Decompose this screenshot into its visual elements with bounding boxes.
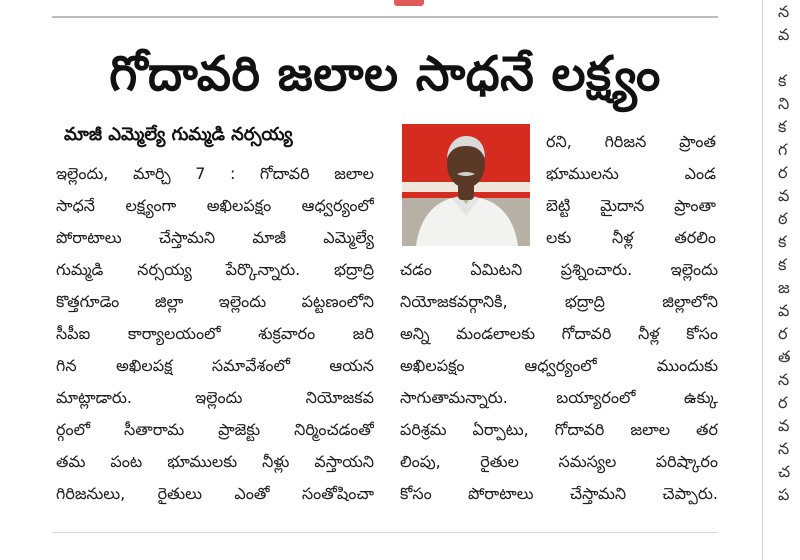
article-line: నియోజకవర్గానికి, భద్రాద్రి జిల్లాలోని <box>400 292 718 311</box>
article-line: గిన అఖిలపక్ష సమావేశంలో ఆయన <box>56 356 374 375</box>
top-accent-mark <box>394 0 424 6</box>
article-line: గిరిజనులు, రైతులు ఎంతో సంతోషించా <box>56 484 374 503</box>
article-line: గుమ్మడి నర్సయ్య పేర్కొన్నారు. భద్రాద్రి <box>56 260 374 279</box>
byline: మాజీ ఎమ్మెల్యే గుమ్మడి నర్సయ్య <box>64 124 293 145</box>
article-left-column <box>56 158 374 510</box>
article-line: తమ పంట భూములకు నీళ్లు వస్తాయని <box>56 452 374 471</box>
article-line: సీపీఐ కార్యాలయంలో శుక్రవారం జరి <box>56 324 374 343</box>
headline: గోదావరి జలాల సాధనే లక్ష్యం <box>109 46 661 102</box>
article-line: కొత్తగూడెం జిల్లా ఇల్లెందు పట్టణంలోని <box>56 292 374 311</box>
top-rule <box>52 16 718 18</box>
column-divider <box>762 0 763 560</box>
article-right-column-top <box>546 126 716 254</box>
article-line: అన్ని మండలాలకు గోదావరి నీళ్ల కోసం <box>400 324 718 343</box>
article-line: పోరాటాలు చేస్తామని మాజీ ఎమ్మెల్యే <box>56 228 374 247</box>
article-line: కోసం పోరాటాలు చేస్తామని చెప్పారు. <box>400 484 718 503</box>
article-line: ఇల్లెందు, మార్చి 7 : గోదావరి జలాల <box>56 164 374 183</box>
article-line: అఖిలపక్షం ఆధ్వర్యంలో ముందుకు <box>400 356 718 375</box>
bottom-rule <box>52 532 718 533</box>
article-line: మాట్లాడారు. ఇల్లెందు నియోజకవ <box>56 388 374 407</box>
article-line: భూములను ఎండ <box>546 164 716 183</box>
article-line: లింపు, రైతుల సమస్యల పరిష్కారం <box>400 452 718 471</box>
portrait-photo <box>402 124 530 246</box>
article-right-column-bottom <box>400 254 718 510</box>
article-line: రని, గిరిజన ప్రాంత <box>546 132 716 151</box>
article-line: పరిశ్రమ ఏర్పాటు, గోదావరి జలాల తర <box>400 420 718 439</box>
article-line: చడం ఏమిటని ప్రశ్నించారు. ఇల్లెందు <box>400 260 718 279</box>
neighbor-column-fragment: న వ క ని క గ ర వ ఠ క క జ వ ర త న ర వ న చ ప <box>778 2 791 504</box>
article-line: సాధనే లక్ష్యంగా అఖిలపక్షం ఆధ్వర్యంలో <box>56 196 374 215</box>
article-line: ర్గంలో సీతారామ ప్రాజెక్టు నిర్మించడంతో <box>56 420 374 439</box>
article-line: లకు నీళ్ల తరలిం <box>546 228 716 247</box>
article-line: సాగుతామన్నారు. బయ్యారంలో ఉక్కు <box>400 388 718 407</box>
article-line: బెట్టి మైదాన ప్రాంతా <box>546 196 716 215</box>
